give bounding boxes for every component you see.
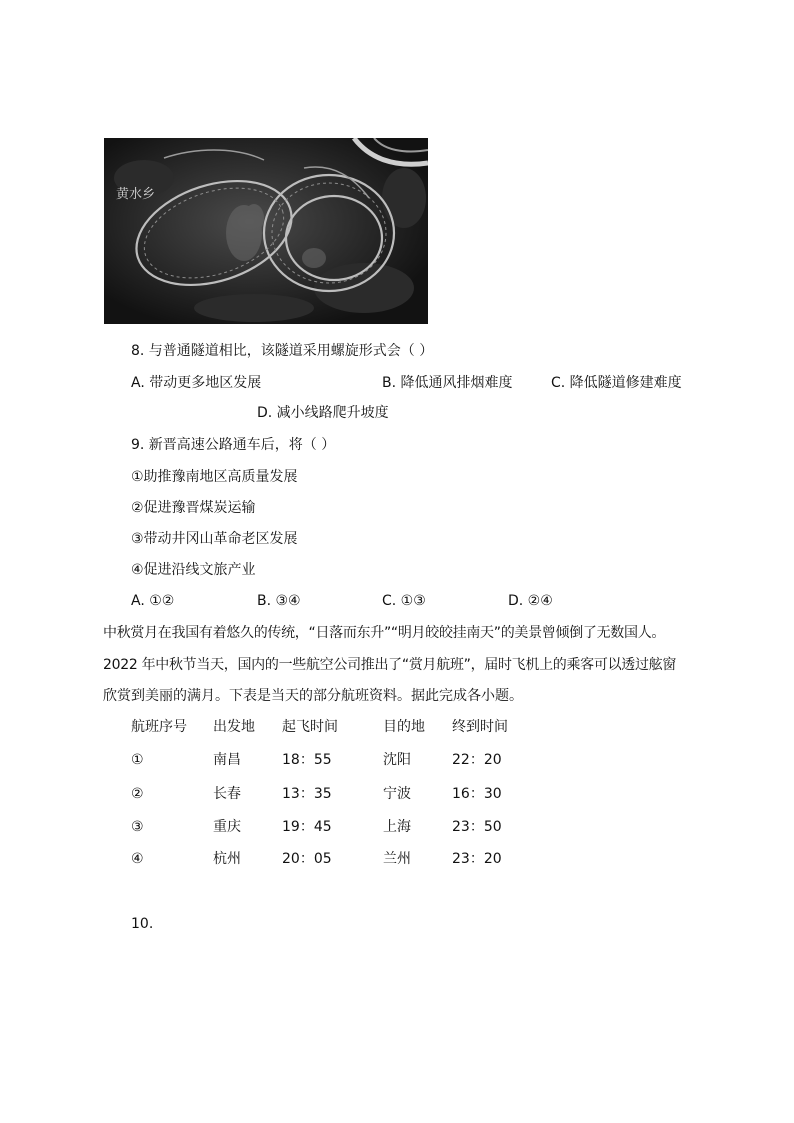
question-8-stem: 8. 与普通隧道相比，该隧道采用螺旋形式会（ ） [131,343,434,359]
table-cell: 重庆 [213,819,241,835]
tunnel-route-graphic [104,138,428,324]
header-flight-no: 航班序号 [131,719,187,735]
question-9-stem: 9. 新晋高速公路通车后，将（ ） [131,437,336,453]
table-cell: 上海 [383,819,411,835]
table-cell: ① [131,752,144,768]
header-origin: 出发地 [213,719,255,735]
table-cell: 13：35 [282,786,332,802]
header-destination: 目的地 [383,719,425,735]
q9-item-3: ③带动井冈山革命老区发展 [131,531,298,547]
table-cell: 19：45 [282,819,332,835]
table-cell: 宁波 [383,786,411,802]
passage-line-2: 2022 年中秋节当天，国内的一些航空公司推出了“赏月航班”，届时飞机上的乘客可以透过舷窗 [103,657,677,673]
q8-option-b: B. 降低通风排烟难度 [382,375,513,391]
table-cell: ④ [131,851,144,867]
table-cell: ② [131,786,144,802]
q9-item-1: ①助推豫南地区高质量发展 [131,469,298,485]
table-cell: 23：50 [452,819,502,835]
q9-item-4: ④促进沿线文旅产业 [131,562,256,578]
q9-option-d: D. ②④ [508,593,553,609]
header-departure-time: 起飞时间 [282,719,338,735]
table-cell: 16：30 [452,786,502,802]
table-cell: 南昌 [213,752,241,768]
table-cell: 22：20 [452,752,502,768]
q9-option-a: A. ①② [131,593,175,609]
passage-line-1: 中秋赏月在我国有着悠久的传统，“日落而东升”“明月皎皎挂南天”的美景曾倾倒了无数国人。 [103,625,666,641]
q9-item-2: ②促进豫晋煤炭运输 [131,500,256,516]
passage-line-3: 欣赏到美丽的满月。下表是当天的部分航班资料。据此完成各小题。 [103,688,523,704]
table-cell: 杭州 [213,851,241,867]
table-cell: 23：20 [452,851,502,867]
q9-option-c: C. ①③ [382,593,426,609]
header-arrival-time: 终到时间 [452,719,508,735]
q8-option-a: A. 带动更多地区发展 [131,375,262,391]
table-cell: ③ [131,819,144,835]
table-cell: 兰州 [383,851,411,867]
table-cell: 沈阳 [383,752,411,768]
q8-option-c: C. 降低隧道修建难度 [551,375,682,391]
spiral-tunnel-photo [104,138,428,324]
table-cell: 18：55 [282,752,332,768]
table-cell: 20：05 [282,851,332,867]
q9-option-b: B. ③④ [257,593,301,609]
q8-option-d: D. 减小线路爬升坡度 [257,405,389,421]
question-10-stem: 10. [131,916,154,932]
table-cell: 长春 [213,786,241,802]
place-label: 黄水乡 [116,187,156,202]
